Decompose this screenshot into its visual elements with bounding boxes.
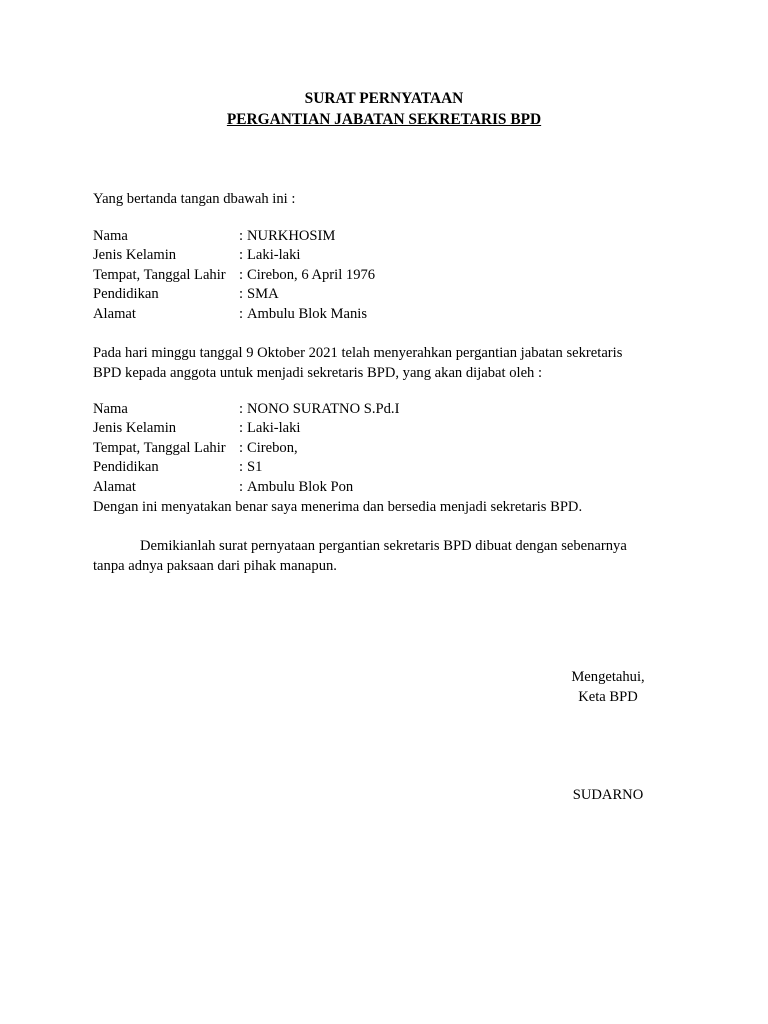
document-title bbox=[0, 88, 768, 130]
signatory-name: SUDARNO bbox=[572, 787, 644, 803]
closing-paragraph bbox=[93, 536, 683, 576]
field-value: S1 bbox=[247, 459, 263, 476]
field-row-alamat bbox=[93, 305, 375, 324]
field-separator: : bbox=[239, 439, 244, 456]
closing-line-2: tanpa adnya paksaan dari pihak manapun. bbox=[93, 558, 337, 574]
field-row-tempat-tanggal-lahir bbox=[93, 266, 375, 285]
field-row-jenis-kelamin bbox=[93, 419, 399, 438]
field-separator: : bbox=[239, 420, 244, 437]
closing-line-1 bbox=[93, 536, 683, 556]
field-value: Ambulu Blok Pon bbox=[247, 478, 354, 495]
field-value: SMA bbox=[247, 286, 279, 303]
signature-block bbox=[560, 668, 656, 707]
field-label: Pendidikan bbox=[93, 459, 159, 476]
field-separator: : bbox=[239, 266, 244, 283]
field-label: Jenis Kelamin bbox=[93, 420, 177, 437]
field-label: Jenis Kelamin bbox=[93, 247, 177, 264]
field-separator: : bbox=[239, 459, 244, 476]
signatory-role: Keta BPD bbox=[578, 688, 638, 705]
handover-line-2: BPD kepada anggota untuk menjadi sekretaris BPD, yang akan dijabat oleh : bbox=[93, 365, 543, 381]
field-label: Tempat, Tanggal Lahir bbox=[93, 439, 226, 456]
acknowledged-label: Mengetahui, bbox=[571, 669, 645, 685]
field-separator: : bbox=[239, 478, 244, 495]
field-row-pendidikan bbox=[93, 285, 375, 304]
handover-paragraph bbox=[93, 343, 683, 383]
field-value: Cirebon, bbox=[247, 439, 298, 456]
field-separator: : bbox=[239, 401, 244, 417]
field-value: Laki-laki bbox=[247, 420, 301, 437]
field-row-tempat-tanggal-lahir bbox=[93, 439, 399, 458]
field-value: Laki-laki bbox=[247, 247, 301, 264]
field-row-jenis-kelamin bbox=[93, 246, 375, 265]
field-value: Ambulu Blok Manis bbox=[247, 305, 367, 322]
field-separator: : bbox=[239, 247, 244, 264]
field-label: Tempat, Tanggal Lahir bbox=[93, 266, 226, 283]
field-separator: : bbox=[239, 305, 244, 322]
field-row-nama bbox=[93, 227, 375, 246]
first-person-details bbox=[93, 227, 375, 324]
field-label: Nama bbox=[93, 401, 128, 417]
field-separator: : bbox=[239, 286, 244, 303]
field-row-alamat bbox=[93, 478, 399, 497]
field-row-pendidikan bbox=[93, 458, 399, 477]
title-line-1: SURAT PERNYATAAN bbox=[304, 90, 464, 107]
field-label: Pendidikan bbox=[93, 286, 159, 303]
second-person-details bbox=[93, 400, 399, 497]
handover-line-1: Pada hari minggu tanggal 9 Oktober 2021 telah menyerahkan pergantian jabatan sekretaris bbox=[93, 345, 623, 361]
field-row-nama bbox=[93, 400, 399, 419]
field-label: Alamat bbox=[93, 305, 136, 322]
field-label: Alamat bbox=[93, 478, 136, 495]
field-value: NURKHOSIM bbox=[247, 228, 336, 244]
closing-line-1-text: Demikianlah surat pernyataan pergantian sekretaris BPD dibuat dengan sebenarnya bbox=[140, 538, 627, 554]
field-value: Cirebon, 6 April 1976 bbox=[247, 266, 376, 283]
statement-paragraph: Dengan ini menyatakan benar saya menerima dan bersedia menjadi sekretaris BPD. bbox=[93, 499, 583, 515]
field-separator: : bbox=[239, 228, 244, 244]
field-label: Nama bbox=[93, 228, 128, 244]
title-line-2: PERGANTIAN JABATAN SEKRETARIS BPD bbox=[226, 111, 542, 128]
field-value: NONO SURATNO S.Pd.I bbox=[247, 401, 400, 417]
intro-text: Yang bertanda tangan dbawah ini : bbox=[93, 191, 296, 207]
